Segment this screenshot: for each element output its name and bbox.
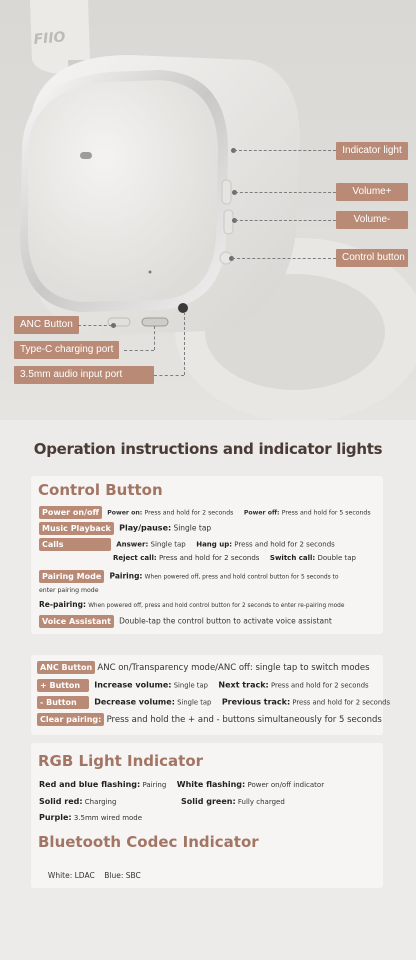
rgb-row-2b xyxy=(181,797,285,806)
rgb-row-3 xyxy=(39,813,142,822)
rgb-row-2 xyxy=(39,797,116,806)
clear-text: Press and hold the + and - buttons simultaneously for 5 seconds xyxy=(106,714,382,725)
clear-row xyxy=(37,713,382,726)
decrease-text: Single tap xyxy=(177,698,212,707)
page-title: Operation instructions and indicator lights xyxy=(33,440,383,458)
pairing-text-2: enter pairing mode xyxy=(39,587,99,594)
increase-key: Increase volume: xyxy=(94,680,172,690)
control-card-title: Control Button xyxy=(38,481,163,499)
rgb-title: RGB Light Indicator xyxy=(38,752,204,770)
repair-row xyxy=(39,600,344,609)
plus-row xyxy=(37,679,369,692)
callout-control-button: Control button xyxy=(336,249,408,267)
reject-text: Press and hold for 2 seconds xyxy=(158,554,260,562)
brand-logo: FIIO xyxy=(32,29,67,48)
pairing-badge: Pairing Mode xyxy=(39,570,104,583)
power-on-text: Press and hold for 2 seconds xyxy=(144,509,234,517)
pairing-row xyxy=(39,570,338,583)
callout-type-c: Type-C charging port xyxy=(14,341,119,359)
codec-text: White: LDAC Blue: SBC xyxy=(47,871,141,880)
switch-key: Switch call: xyxy=(269,554,316,562)
red-blue-key: Red and blue flashing: xyxy=(39,780,141,789)
indicator-light xyxy=(80,152,92,159)
rgb-row-1 xyxy=(39,780,324,789)
power-off-text: Press and hold for 5 seconds xyxy=(281,509,371,517)
increase-text: Single tap xyxy=(173,681,208,690)
power-on-key: Power on: xyxy=(107,509,143,517)
solid-red-text: Charging xyxy=(84,798,117,806)
voice-row xyxy=(39,615,332,628)
plus-badge: + Button xyxy=(37,679,89,692)
anc-row xyxy=(37,661,370,674)
codec-row xyxy=(39,863,141,888)
repair-key: Re-pairing: xyxy=(39,600,86,609)
anc-badge: ANC Button xyxy=(37,661,95,674)
power-badge: Power on/off xyxy=(39,506,102,519)
music-row xyxy=(39,522,211,535)
ear-cup-face xyxy=(28,80,218,302)
minus-badge: - Button xyxy=(37,696,89,709)
anc-text: ANC on/Transparency mode/ANC off: single tap to switch modes xyxy=(97,662,370,673)
previous-text: Press and hold for 2 seconds xyxy=(292,698,391,707)
reject-key: Reject call: xyxy=(113,554,157,562)
indicator-card xyxy=(31,743,383,888)
hangup-key: Hang up: xyxy=(196,540,233,549)
solid-green-text: Fully charged xyxy=(237,798,285,806)
answer-key: Answer: xyxy=(116,540,149,549)
next-key: Next track: xyxy=(218,680,269,690)
repair-text: When powered off, press and hold control button for 2 seconds to enter re-pairing mode xyxy=(88,603,345,609)
red-blue-text: Pairing xyxy=(142,781,167,789)
codec-title: Bluetooth Codec Indicator xyxy=(38,833,259,851)
solid-green-key: Solid green: xyxy=(181,797,236,806)
type-c-port xyxy=(142,318,168,326)
switch-text: Double tap xyxy=(317,554,356,562)
power-off-key: Power off: xyxy=(243,509,280,517)
answer-text: Single tap xyxy=(150,540,186,549)
purple-key: Purple: xyxy=(39,813,72,822)
reject-row xyxy=(113,554,356,562)
white-text: Power on/off indicator xyxy=(247,781,325,789)
calls-badge: Calls xyxy=(39,538,111,551)
play-key: Play/pause: xyxy=(119,523,172,533)
volume-plus-button xyxy=(222,180,231,204)
callout-indicator-light: Indicator light xyxy=(336,142,408,160)
pairing-row-2 xyxy=(39,586,99,594)
music-badge: Music Playback xyxy=(39,522,114,535)
hangup-text: Press and hold for 2 seconds xyxy=(234,540,335,549)
white-key: White flashing: xyxy=(176,780,246,789)
next-text: Press and hold for 2 seconds xyxy=(270,681,369,690)
callout-volume-minus: Volume- xyxy=(336,211,408,229)
minus-row xyxy=(37,696,390,709)
calls-row xyxy=(39,538,335,551)
pairing-text: When powered off, press and hold control button for 5 seconds to xyxy=(144,574,339,581)
solid-red-key: Solid red: xyxy=(39,797,83,806)
pairing-key: Pairing: xyxy=(109,571,143,581)
control-button-card xyxy=(31,476,383,634)
voice-text: Double-tap the control button to activate voice assistant xyxy=(119,616,332,626)
power-row xyxy=(39,506,371,519)
anc-volume-card xyxy=(31,655,391,735)
play-text: Single tap xyxy=(173,523,212,533)
product-hero xyxy=(0,0,416,420)
audio-jack xyxy=(178,303,188,313)
previous-key: Previous track: xyxy=(221,697,291,707)
voice-badge: Voice Assistant xyxy=(39,615,114,628)
clear-badge: Clear pairing: xyxy=(37,713,104,726)
callout-anc-button: ANC Button xyxy=(14,316,79,334)
callout-audio-input: 3.5mm audio input port xyxy=(14,366,154,384)
purple-text: 3.5mm wired mode xyxy=(73,814,143,822)
decrease-key: Decrease volume: xyxy=(94,697,175,707)
callout-volume-plus: Volume+ xyxy=(336,183,408,201)
